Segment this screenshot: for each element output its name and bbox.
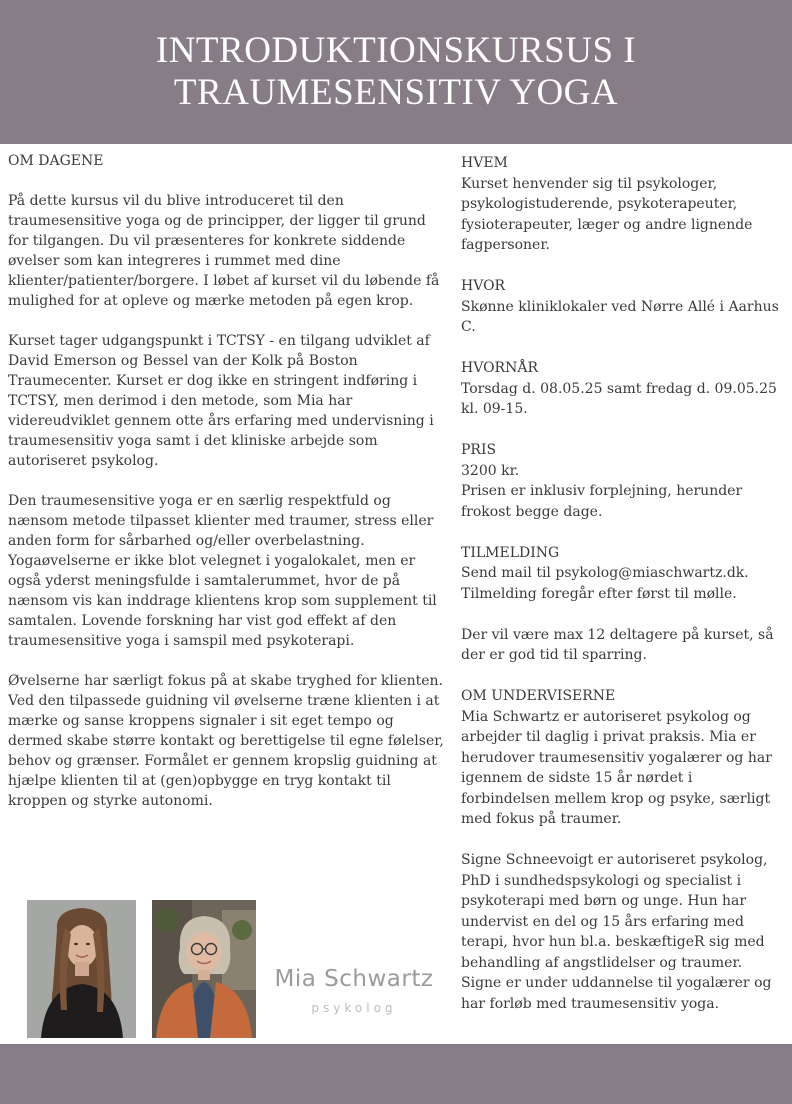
page-title [156,30,636,114]
hvem-text: Kurset henvender sig til psykologer, psykologistuderende, psykoterapeuter, fysioterapeuter, læger og andre lignende fagpersoner. [461,175,753,253]
title-line-2: TRAUMESENSITIV YOGA [173,72,619,113]
paragraph-intro: På dette kursus vil du blive introduceret til den traumesensitive yoga og de principper, der ligger til grund for tilgangen. Du vil præsenteres for konkrete siddende øvelser som kan integreres i rummet med dine klienter/patienter/borgere. I løbet af kurset vil du løbende få mulighed for at opleve og mærke metoden på egen krop. [8,193,440,309]
brand-name: Mia Schwartz [274,966,434,992]
tilmelding-text-1: Send mail til psykolog@miaschwartz.dk. [461,565,749,581]
brand-subtitle: psykolog [311,1001,397,1015]
portrait-1-illustration [27,900,136,1038]
footer-band [0,1044,792,1104]
capacity-text: Der vil være max 12 deltagere på kurset, så der er god tid til sparring. [461,626,774,663]
section-heading-hvem: HVEM [461,155,508,171]
section-hvor [461,276,785,338]
hvornaar-text: Torsdag d. 08.05.25 samt fredag d. 09.05.25 kl. 09-15. [461,380,777,417]
hvor-text: Skønne kliniklokaler ved Nørre Allé i Aarhus C. [461,298,779,335]
section-pris [461,440,785,522]
section-undervisere [461,686,785,830]
section-undervisere-signe [461,850,785,1014]
paragraph-focus: Øvelserne har særligt fokus på at skabe tryghed for klienten. Ved den tilpassede guidning vil øvelserne træne klienten i at mærke og sanse kroppens signaler i sit eget tempo og dermed skabe større kontakt og berettigelse til egne følelser, behov og grænser. Formålet er gennem kropslig guidning at hjælpe klienten til at (gen)opbygge en tryg kontakt til kroppen og styrke autonomi. [8,673,444,809]
undervisere-signe-text: Signe Schneevoigt er autoriseret psykolog, PhD i sundhedspsykologi og specialist i psykoterapi med børn og unge. Hun har undervist en del og 15 års erfaring med terapi, hvor hun bl.a. beskæftigeR sig med behandling af angstlidelser og traumer. Signe er under uddannelse til yogalærer og har forløb med traumesensitiv yoga. [461,852,772,1012]
section-heading-tilmelding: TILMELDING [461,544,560,561]
pris-text: Prisen er inklusiv forplejning, herunder frokost begge dage. [461,483,743,520]
right-column [461,153,785,1035]
section-hvornaar [461,358,785,420]
photo-signe-schneevoigt [152,900,256,1038]
portrait-2-illustration [152,900,256,1038]
title-line-1: INTRODUKTIONSKURSUS I [155,30,637,71]
paragraph-method: Den traumesensitive yoga er en særlig respektfuld og nænsom metode tilpasset klienter med traumer, stress eller anden form for sårbarhed og/eller overbelastning. Yogaøvelserne er ikke blot velegnet i yogalokalet, men er også yderst meningsfulde i samtalerummet, hvor de på nænsom vis kan inddrage klientens krop som supplement til samtalen. Lovende forskning har vist god effekt af den traumesensitive yoga i samspil med psykoterapi. [8,493,437,649]
section-heading-undervisere: OM UNDERVISERNE [461,688,616,704]
section-tilmelding [461,543,785,605]
section-hvem [461,153,785,256]
pris-amount: 3200 kr. [461,462,520,479]
section-heading-pris: PRIS [461,442,497,458]
tilmelding-text-2: Tilmelding foregår efter først til mølle. [461,585,737,602]
section-heading-hvor: HVOR [461,278,506,294]
section-heading-om-dagene: OM DAGENE [8,153,104,169]
header-band [0,0,792,144]
paragraph-tctsy: Kurset tager udgangspunkt i TCTSY - en tilgang udviklet af David Emerson og Bessel van der Kolk på Boston Traumecenter. Kurset er dog ikke en stringent indføring i TCTSY, men derimod i den metode, som Mia har videreudviklet gennem otte års erfaring med undervisning i traumesensitiv yoga samt i det kliniske arbejde som autoriseret psykolog. [8,333,434,469]
photo-mia-schwartz [27,900,136,1038]
section-capacity [461,625,785,666]
section-heading-hvornaar: HVORNÅR [461,360,538,376]
brand-logo [272,964,436,1018]
undervisere-mia-text: Mia Schwartz er autoriseret psykolog og arbejder til daglig i privat praksis. Mia er herudover traumesensitiv yogalærer og har igennem de sidste 15 år nørdet i forbindelsen mellem krop og psyke, særligt med fokus på traumer. [461,708,772,827]
left-column [8,151,448,831]
